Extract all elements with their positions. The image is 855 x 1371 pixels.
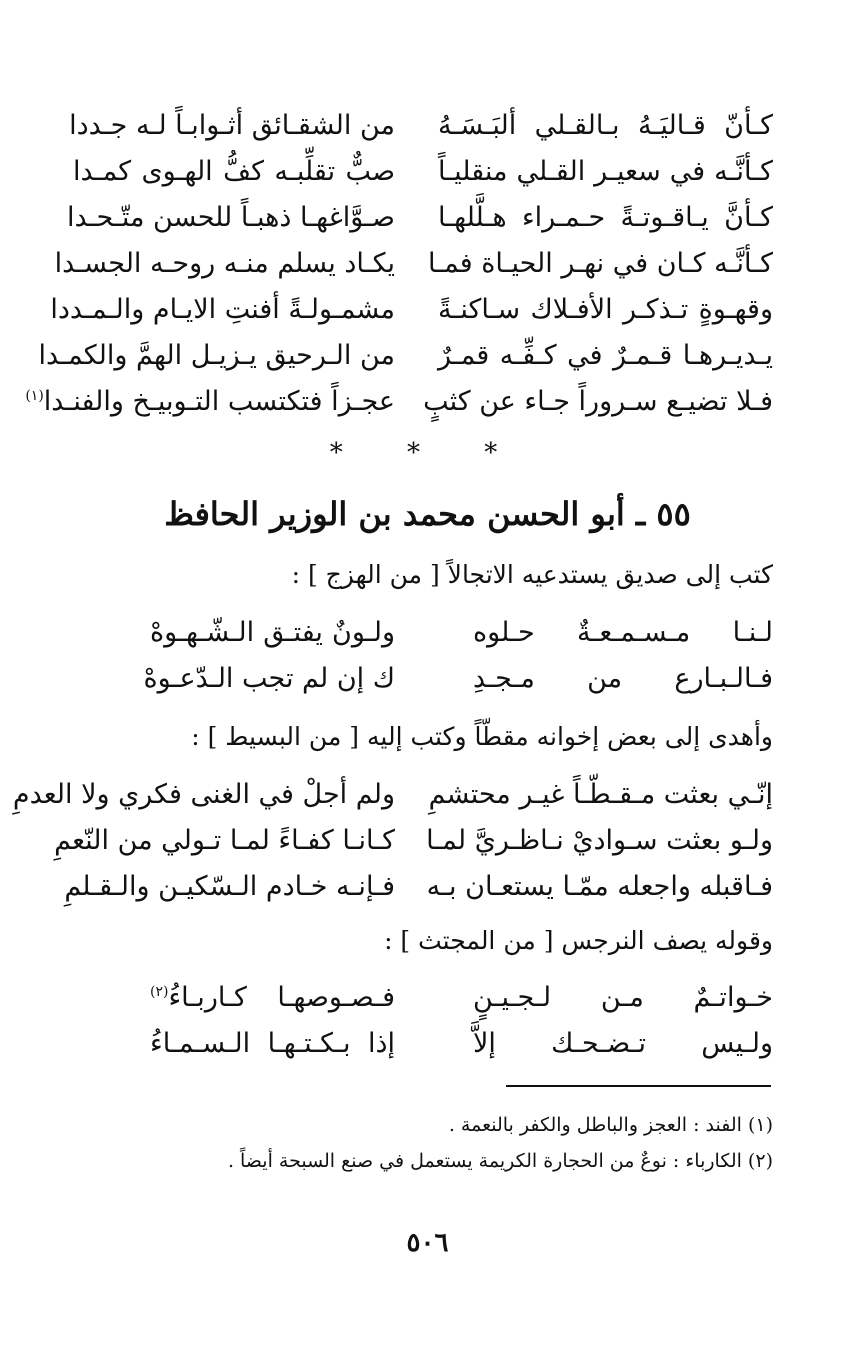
first-hemistich: كـأنَّـه كـان في نهـر الحيـاة فمـا	[427, 248, 773, 279]
first-hemistich: لـنـا مـسـمـعـةٌ حـلوه	[473, 617, 773, 648]
section-title: ٥٥ ـ أبو الحسن محمد بن الوزير الحافظ	[164, 495, 691, 533]
second-hemistich: كـانـا كفـاءً لمـا تـولي من النّعمِ	[54, 825, 395, 856]
second-hemistich: ولـونٌ يفتـق الـشّـهـوهْ	[150, 617, 395, 648]
second-hemistich: صـوَّاغهـا ذهبـاً للحسن متّـحـدا	[66, 202, 395, 233]
poem-mujtath	[0, 975, 855, 1067]
hemistich-text: عجـزاً فتكتسب التـوبيـخ والفنـدا	[43, 386, 395, 417]
second-hemistich: فـإنـه خـادم الـسّكيـن والـقـلمِ	[64, 871, 395, 902]
verse-line	[0, 195, 855, 241]
second-hemistich: ولم أجلْ في الغنى فكري ولا العدمِ	[12, 779, 395, 810]
first-hemistich: كـأنَّـه في سعيـر القـلي منقليـاً	[438, 156, 773, 187]
second-hemistich: من الـرحيق يـزيـل الهمَّ والكمـدا	[38, 340, 395, 371]
footnote: (١) الفند : العجز والباطل والكفر بالنعمة .	[448, 1114, 773, 1136]
poem-basit	[0, 772, 855, 910]
second-hemistich	[25, 379, 395, 425]
verse-line	[0, 772, 855, 818]
first-hemistich: كـأنّ قـاليَـهُ بـالقـلي ألبَـسَـهُ	[438, 110, 773, 141]
verse-line	[0, 818, 855, 864]
second-hemistich: صبٌّ تقلِّبـه كفُّ الهـوى كمـدا	[73, 156, 395, 187]
footnote-marker: (٢)	[150, 984, 169, 1000]
verse-line	[0, 1021, 855, 1067]
first-hemistich: يـديـرهـا قـمـرٌ في كـفِّـه قمـرٌ	[438, 340, 773, 371]
intro-text: كتب إلى صديق يستدعيه الاتجالاً [ من الهزج ] :	[291, 560, 773, 589]
verse-line	[0, 864, 855, 910]
verse-line	[0, 656, 855, 702]
top-poem	[0, 103, 855, 425]
poem-hazaj	[0, 610, 855, 702]
first-hemistich: ولـيس تـضـحـك إلاَّ	[473, 1028, 773, 1059]
second-hemistich	[150, 975, 395, 1021]
first-hemistich: وقهـوةٍ تـذكـر الأفـلاك سـاكنـةً	[438, 294, 773, 325]
verse-line	[0, 287, 855, 333]
verse-line	[0, 103, 855, 149]
page-number: ٥٠٦	[406, 1228, 449, 1258]
first-hemistich: كـأنَّ يـاقـوتـةً حـمـراء هـلَّلهـا	[438, 202, 773, 233]
verse-line	[0, 241, 855, 287]
footnote-marker: (١)	[25, 388, 44, 404]
second-hemistich: مشمـولـةً أفنتِ الايـام والـمـددا	[50, 294, 395, 325]
verse-line	[0, 975, 855, 1021]
first-hemistich: ولـو بعثت سـواديْ نـاظـريَّ لمـا	[426, 825, 773, 856]
intro-text: وقوله يصف النرجس [ من المجتث ] :	[384, 926, 773, 955]
hemistich-text: فـصـوصهـا كـاربـاءُ	[168, 982, 395, 1013]
verse-line	[0, 333, 855, 379]
first-hemistich: فـلا تضيـع سـروراً جـاء عن كثبٍ	[423, 386, 773, 417]
intro-text: وأهدى إلى بعض إخوانه مقطّاً وكتب إليه [ من البسيط ] :	[191, 722, 773, 751]
second-hemistich: من الشقـائق أثـوابـاً لـه جـددا	[69, 110, 395, 141]
first-hemistich: خـواتـمٌ مـن لـجـيـنٍ	[473, 982, 773, 1013]
first-hemistich: إنّـي بعثت مـقـطّـاً غيـر محتشمِ	[428, 779, 773, 810]
footnote-divider	[506, 1085, 771, 1087]
verse-line	[0, 610, 855, 656]
first-hemistich: فـاقبله واجعله ممّـا يستعـان بـه	[426, 871, 773, 902]
first-hemistich: فـالـبـارع من مـجـدِ	[473, 663, 773, 694]
verse-line	[0, 379, 855, 425]
section-separator: * * *	[329, 438, 526, 468]
verse-line	[0, 149, 855, 195]
footnote: (٢) الكارباء : نوعٌ من الحجارة الكريمة يستعمل في صنع السبحة أيضاً .	[227, 1150, 773, 1172]
second-hemistich: يكـاد يسلم منـه روحـه الجسـدا	[54, 248, 395, 279]
second-hemistich: ك إن لم تجب الـدّعـوهْ	[143, 663, 395, 694]
second-hemistich: إذا بـكـتـهـا الـسـمـاءُ	[150, 1028, 395, 1059]
